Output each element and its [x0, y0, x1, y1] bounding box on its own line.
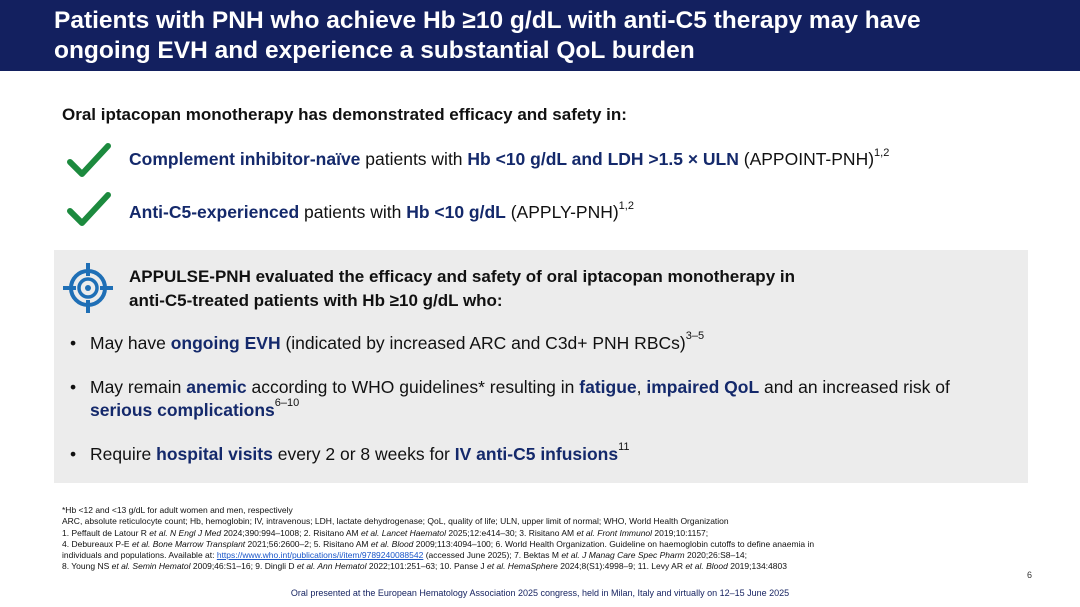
- check-row-2: [66, 191, 112, 229]
- ref-text: 4. Debureaux P-E: [62, 538, 132, 549]
- footnote-line-6: [62, 561, 1022, 572]
- check-2-ref: 1,2: [618, 200, 634, 212]
- check-2-bold-2: Hb <10 g/dL: [406, 202, 506, 222]
- bullet-2-text-2: according to WHO guidelines* resulting in: [246, 377, 580, 397]
- check-1-text-2: patients with: [360, 149, 468, 169]
- check-1-text-4: (APPOINT-PNH): [738, 149, 875, 169]
- ref-journal: et al. J Manag Care Spec Pharm: [561, 550, 685, 561]
- check-2-text-2: patients with: [299, 202, 407, 222]
- bullet-1-ref: 3–5: [685, 330, 705, 342]
- ref-text: 8. Young NS: [62, 561, 112, 572]
- bullet-2-text-3: ,: [636, 377, 647, 397]
- check-icon: [66, 191, 112, 229]
- ref-text: individuals and populations. Available at:: [62, 550, 217, 561]
- check-1-ref: 1,2: [874, 147, 890, 159]
- ref-journal: et al. N Engl J Med: [149, 527, 222, 538]
- ref-text: 2020;26:S8–14;: [684, 550, 748, 561]
- ref-text: 2019;134:4803: [727, 561, 787, 572]
- check-1-bold-2: Hb <10 g/dL and LDH >1.5 × ULN: [467, 149, 739, 169]
- panel-title: [129, 265, 795, 313]
- title-line-1: Patients with PNH who achieve Hb ≥10 g/dL with anti-C5 therapy may have: [54, 7, 921, 34]
- title-line-2: ongoing EVH and experience a substantial QoL burden: [54, 37, 695, 64]
- bullet-2-text-4: and an increased risk of: [759, 377, 950, 397]
- ref-journal: et al. Front Immunol: [576, 527, 653, 538]
- ref-text: 2019;10:1157;: [652, 527, 709, 538]
- ref-text: 1. Peffault de Latour R: [62, 527, 150, 538]
- bullet-3-bold-2: IV anti-C5 infusions: [454, 444, 619, 464]
- ref-journal: et al. Blood: [370, 538, 414, 549]
- bullet-3-text-2: every 2 or 8 weeks for: [272, 444, 455, 464]
- bullet-1-text-1: May have: [90, 333, 171, 353]
- footnote-line-2: ARC, absolute reticulocyte count; Hb, hemoglobin; IV, intravenous; LDH, lactate dehydrogenase; QoL, quality of life; ULN, upper limit of normal; WHO, World Health Organization: [62, 516, 729, 527]
- bullet-3-bold-1: hospital visits: [156, 444, 273, 464]
- bullet-1-bold-1: ongoing EVH: [170, 333, 281, 353]
- bullet-2-bold-1: anemic: [186, 377, 247, 397]
- footnotes: [62, 505, 1022, 573]
- ref-text: 2021;56:2600–2; 5. Risitano AM: [245, 538, 371, 549]
- ref-journal: et al. HemaSphere: [487, 561, 558, 572]
- ref-journal: et al. Bone Marrow Transplant: [131, 538, 246, 549]
- slide-header: [0, 0, 1080, 71]
- footnote-line-3: [62, 528, 1022, 539]
- footnote-line-1: *Hb <12 and <13 g/dL for adult women and men, respectively: [62, 505, 293, 515]
- footnote-line-4: [62, 539, 1022, 550]
- bullet-2-bold-3: impaired QoL: [646, 377, 760, 397]
- bullet-item-evh: [70, 332, 1000, 355]
- congress-note: Oral presented at the European Hematology Association 2025 congress, held in Milan, Italy and virtually on 12–15 June 2025: [290, 588, 790, 598]
- bullet-2-bold-4: serious complications: [90, 400, 275, 420]
- ref-journal: et al. Ann Hematol: [296, 561, 367, 572]
- ref-journal: et al. Blood: [685, 561, 728, 572]
- check-1-bold-1: Complement inhibitor-naïve: [129, 149, 361, 169]
- ref-text: 2009;46:S1–16; 9. Dingli D: [190, 561, 297, 572]
- panel-bullet-list: [70, 332, 1000, 466]
- ref-text: 2025;12:e414–30; 3. Risitano AM: [446, 527, 577, 538]
- who-guideline-link[interactable]: https://www.who.int/publications/i/item/9789240088542: [216, 550, 424, 561]
- bullet-2-bold-2: fatigue: [579, 377, 637, 397]
- ref-text: 2024;390:994–1008; 2. Risitano AM: [221, 527, 361, 538]
- intro-text: Oral iptacopan monotherapy has demonstrated efficacy and safety in:: [62, 105, 627, 124]
- check-text-1: [129, 149, 889, 170]
- bullet-3-text-1: Require: [90, 444, 157, 464]
- panel-title-line-1: APPULSE-PNH evaluated the efficacy and safety of oral iptacopan monotherapy in: [129, 267, 795, 286]
- footnote-line-5: [62, 550, 1022, 561]
- ref-text: 2022;101:251–63; 10. Panse J: [366, 561, 488, 572]
- ref-text: 2024;8(S1):4998–9; 11. Levy AR: [557, 561, 686, 572]
- bullet-item-anemic: [70, 376, 1000, 422]
- page-number: 6: [1026, 570, 1032, 580]
- ref-journal: et al. Semin Hematol: [111, 561, 191, 572]
- ref-journal: et al. Lancet Haematol: [360, 527, 447, 538]
- bullet-1-text-2: (indicated by increased ARC and C3d+ PNH RBCs): [280, 333, 686, 353]
- check-text-2: [129, 202, 634, 223]
- bullet-2-ref: 6–10: [274, 397, 300, 409]
- ref-text: 2009;113:4094–100; 6. World Health Organization. Guideline on haemoglobin cutoffs to define anaemia in: [413, 538, 815, 549]
- panel-title-line-2: anti-C5-treated patients with Hb ≥10 g/dL who:: [129, 291, 503, 310]
- bullet-3-ref: 11: [618, 441, 630, 453]
- bullet-2-text-1: May remain: [90, 377, 187, 397]
- check-2-bold-1: Anti-C5-experienced: [129, 202, 300, 222]
- check-2-text-4: (APPLY-PNH): [505, 202, 619, 222]
- slide-title: [54, 6, 1064, 66]
- check-icon: [66, 142, 112, 180]
- target-icon: [62, 262, 114, 314]
- appulse-panel: [54, 250, 1028, 483]
- bullet-item-hospital: [70, 443, 1000, 466]
- ref-text: (accessed June 2025); 7. Bektas M: [423, 550, 562, 561]
- check-row-1: [66, 142, 112, 180]
